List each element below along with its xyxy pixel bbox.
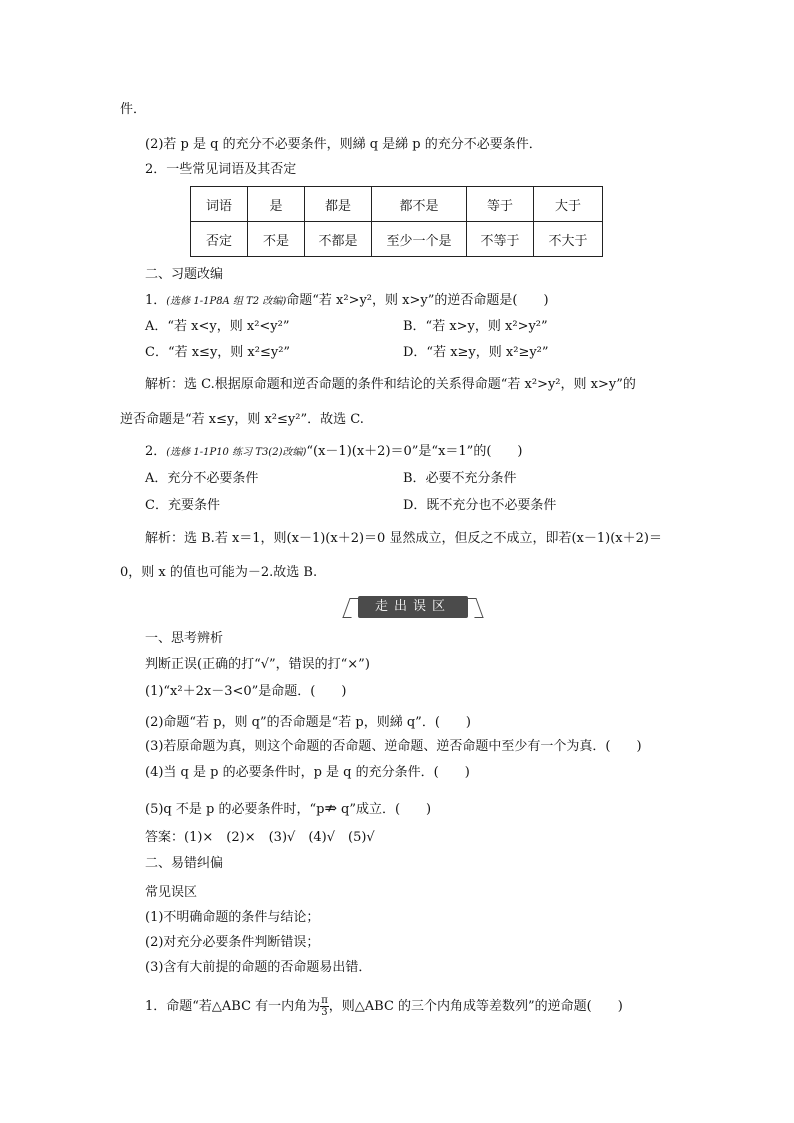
section-heading: 二、习题改编 xyxy=(145,267,224,282)
subheading: 常见误区 xyxy=(145,885,198,900)
fraction-numerator: π xyxy=(321,995,328,1006)
solution-text: 解析：选 C.根据原命题和逆否命题的条件和结论的关系得命题“若 x²>y²，则 x>y”的 xyxy=(145,377,636,392)
table-cell: 至少一个是 xyxy=(372,222,467,257)
table-cell: 等于 xyxy=(467,187,534,222)
table-cell: 词语 xyxy=(191,187,248,222)
question-last xyxy=(145,994,623,1020)
question-text: ，则△ABC 的三个内角成等差数列”的逆命题( ) xyxy=(328,999,623,1014)
question-number: 1． xyxy=(145,293,167,308)
table-cell: 不大于 xyxy=(534,222,603,257)
solution-text: 0，则 x 的值也可能为－2.故选 B. xyxy=(120,565,318,580)
option-c: C．“若 x≤y，则 x²≤y²” xyxy=(145,345,291,360)
table-cell: 都不是 xyxy=(372,187,467,222)
judgement-3: (3)若原命题为真，则这个命题的否命题、逆命题、逆否命题中至少有一个为真．( ) xyxy=(145,739,642,754)
table-cell: 不等于 xyxy=(467,222,534,257)
error-item: (2)对充分必要条件判断错误； xyxy=(145,935,320,950)
table-cell: 不是 xyxy=(248,222,305,257)
table-cell: 都是 xyxy=(305,187,372,222)
option-d: D．既不充分也不必要条件 xyxy=(403,498,557,513)
judgement-1: (1)“x²＋2x－3<0”是命题．( ) xyxy=(145,684,347,699)
option-b: B．必要不充分条件 xyxy=(403,471,517,486)
option-b: B．“若 x>y，则 x²>y²” xyxy=(403,319,548,334)
section-heading: 二、易错纠偏 xyxy=(145,856,224,871)
solution-text: 逆否命题是“若 x≤y，则 x²≤y²”．故选 C. xyxy=(120,412,364,427)
judgement-text: (5)q 不是 p 的必要条件时，“p xyxy=(145,802,325,817)
option-c: C．充要条件 xyxy=(145,498,220,513)
text-line: (2)若 p 是 q 的充分不必要条件，则綈 q 是綈 p 的充分不必要条件． xyxy=(145,137,542,152)
text-line: 件． xyxy=(120,102,147,117)
question-2 xyxy=(145,443,522,462)
judgement-2: (2)命题“若 p，则 q”的否命题是“若 p，则綈 q”．( ) xyxy=(145,715,471,730)
section-heading: 一、思考辨析 xyxy=(145,631,224,646)
answer-line: 答案：(1)× (2)× (3)√ (4)√ (5)√ xyxy=(145,830,375,845)
error-item: (3)含有大前提的命题的否命题易出错． xyxy=(145,960,372,975)
not-implies-arrow: ⇏ xyxy=(324,799,338,817)
solution-text: 解析：选 B.若 x＝1，则(x－1)(x＋2)＝0 显然成立，但反之不成立，即若(x－1)(x＋2)＝ xyxy=(145,531,662,546)
table-row xyxy=(191,222,603,257)
text-line: 判断正误(正确的打“√”，错误的打“×”) xyxy=(145,657,370,672)
question-1 xyxy=(145,292,549,311)
judgement-text: q”成立．( ) xyxy=(341,802,432,817)
table-cell: 否定 xyxy=(191,222,248,257)
question-source: (选修 1-1P10 练习 T3(2)改编) xyxy=(166,447,307,458)
question-number: 2． xyxy=(145,444,167,459)
fraction-denominator: 3 xyxy=(321,1007,328,1018)
table-cell: 是 xyxy=(248,187,305,222)
words-negation-table xyxy=(190,186,603,257)
question-text: 1．命题“若△ABC 有一内角为 xyxy=(145,999,321,1014)
option-d: D．“若 x≥y，则 x²≥y²” xyxy=(403,345,549,360)
error-item: (1)不明确命题的条件与结论； xyxy=(145,910,320,925)
judgement-5 xyxy=(145,799,431,819)
judgement-4: (4)当 q 是 p 的必要条件时，p 是 q 的充分条件．( ) xyxy=(145,765,470,780)
question-text: 命题“若 x²>y²，则 x>y”的逆否命题是( ) xyxy=(286,293,549,308)
question-text: “(x－1)(x＋2)＝0”是“x＝1”的( ) xyxy=(306,444,523,459)
question-source: (选修 1-1P8A 组 T2 改编) xyxy=(166,296,287,307)
section-banner: 走出误区 xyxy=(358,596,468,618)
table-row xyxy=(191,187,603,222)
option-a: A．“若 x<y，则 x²<y²” xyxy=(145,319,290,334)
table-cell: 不都是 xyxy=(305,222,372,257)
table-cell: 大于 xyxy=(534,187,603,222)
fraction xyxy=(320,995,329,1018)
option-a: A．充分不必要条件 xyxy=(145,471,259,486)
section-item-title: 2．一些常见词语及其否定 xyxy=(145,162,297,177)
